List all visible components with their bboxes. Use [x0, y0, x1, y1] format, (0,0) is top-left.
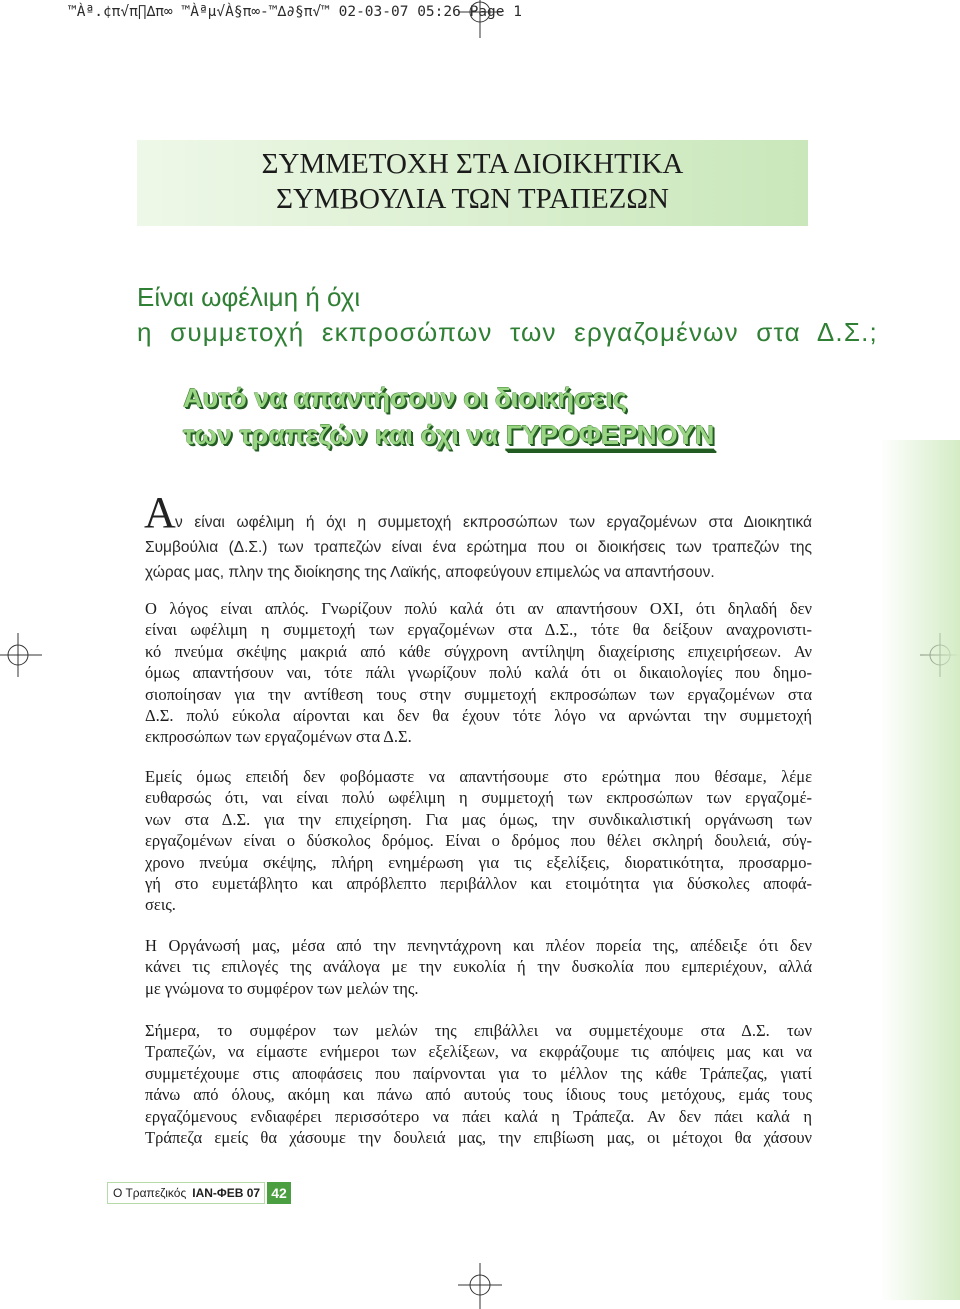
- page-number-badge: 42: [267, 1182, 291, 1204]
- initial-letter: Α: [144, 488, 176, 537]
- registration-mark-bottom: [456, 1261, 504, 1309]
- text-line: κάνει τις επιλογές της ανάλογα με την ευκολία ή την δυσκολία που εμπεριέχουν, αλλά: [145, 957, 812, 977]
- text-line: εκπροσώπων των εργαζομένων στα Δ.Σ.: [145, 727, 412, 747]
- title-banner: [137, 140, 808, 226]
- text-line: Ο λόγος είναι απλός. Γνωρίζουν πολύ καλά ότι αν απαντήσουν ΟΧΙ, ότι δηλαδή δεν: [145, 599, 812, 618]
- headline: [183, 380, 714, 454]
- headline-line-2-text: των τραπεζών και όχι να: [183, 420, 499, 450]
- text-line: Τράπεζα εμείς θα χάσουμε την δουλειά μας, την επιβίωση μας, οι μέτοχοι θα χάσουν: [145, 1128, 812, 1148]
- text-line: νων στα Δ.Σ. για την επιχείρηση. Για μας όμως, την συνδικαλιστική οργάνωση των: [145, 809, 812, 829]
- text-line: γή στο ευμετάβλητο και απρόβλεπτο περιβάλλον και ετοιμότητα για δύσκολες αποφά-: [145, 874, 812, 894]
- text-line: ευθαρσώς ότι, ναι είναι πολύ ωφέλιμη η συμμετοχή των εκπροσώπων των εργαζομέ-: [145, 788, 812, 808]
- text-line: εργαζόμενους ενδιαφέρει περισσότερο να πάει καλά η Τράπεζα. Αν δεν πάει καλά η: [145, 1106, 812, 1126]
- text-line: Δ.Σ. πολύ εύκολα αίρονται και δεν θα έχουν τότε λόγο να αρνώνται την συμμετοχή: [145, 706, 812, 726]
- title-line-2: ΣΥΜΒΟΥΛΙΑ ΤΩΝ ΤΡΑΠΕΖΩΝ: [276, 183, 669, 215]
- text-line: σεις.: [145, 895, 176, 915]
- headline-emphasis: ΓΥΡΟΦΕΡΝΟΥΝ: [505, 420, 715, 450]
- text-line: Συμβούλια (Δ.Σ.) των τραπεζών είναι ένα ερώτημα που οι διοικήσεις των τραπεζών της: [145, 539, 812, 556]
- text-line: ν είναι ωφέλιμη ή όχι η συμμετοχή εκπροσώπων των εργαζομένων στα Διοικητικά: [175, 514, 812, 531]
- text-line: όμως απαντήσουν ναι, τότε πάλι γνωρίζουν πολύ καλά ότι οι δικαιολογίες που δημο-: [145, 663, 812, 683]
- issue-date: ΙΑΝ-ΦΕΒ 07: [192, 1186, 261, 1200]
- side-tint: [880, 440, 960, 1300]
- text-line: σιοποίησαν για την αντίθεση τους στην συμμετοχή εκπροσώπων των εργαζομένων στα: [145, 684, 812, 704]
- text-line: με γνώμονα το συμφέρον των μελών της.: [145, 978, 419, 998]
- print-slug: ™Àª.¢π√π∏∆π∞ ™Àªµ√À§π∞-™∆∂§π√™ 02-03-07 05:26 Page 1: [68, 4, 522, 20]
- text-line: Τραπεζών, να είμαστε ενήμεροι των εξελίξεων, να εκφράζουμε τις απόψεις μας και να: [145, 1042, 812, 1062]
- question-line-1: Είναι ωφέλιμη ή όχι: [137, 282, 361, 312]
- title-line-1: ΣΥΜΜΕΤΟΧΗ ΣΤΑ ΔΙΟΙΚΗΤΙΚΑ: [261, 148, 684, 180]
- footer-folio: [107, 1182, 265, 1204]
- text-line: πάνω από όλους, ακόμη και πάνω από αυτούς τους ίδιους τους μετόχους, εμάς τους: [145, 1085, 812, 1105]
- text-line: χρονο πνεύμα σκέψης, πλήρη ενημέρωση για τις εξελίξεις, διορατικότητα, προσαρμο-: [145, 852, 812, 872]
- paragraph: [145, 598, 812, 748]
- text-line: εργαζομένων είναι ο δύσκολος δρόμος. Είναι ο δρόμος που θέλει σκληρή δουλειά, σύγ-: [145, 831, 812, 851]
- paragraph: [145, 1020, 812, 1148]
- registration-mark-top: [456, 0, 504, 40]
- registration-mark-left: [0, 631, 44, 679]
- text-line: Εμείς όμως επειδή δεν φοβόμαστε να απαντήσουμε στο ερώτημα που θέσαμε, λέμε: [145, 767, 812, 786]
- text-line: είναι ωφέλιμη η συμμετοχή των εργαζομένων στα Δ.Σ., τότε θα δείξουν αναχρονιστι-: [145, 620, 812, 640]
- paragraph-intro: [145, 510, 812, 585]
- text-line: Η Οργάνωσή μας, μέσα από την πενηντάχρονη και πλέον πορεία της, απέδειξε ότι δεν: [145, 936, 812, 955]
- paragraph: [145, 935, 812, 999]
- magazine-name: Ο Τραπεζικός: [113, 1186, 187, 1200]
- paragraph: [145, 766, 812, 916]
- text-line: Σήμερα, το συμφέρον των μελών της επιβάλλει να συμμετέχουμε στα Δ.Σ. των: [145, 1021, 812, 1040]
- question-line-2: η συμμετοχή εκπροσώπων των εργαζομένων στα Δ.Σ.;: [137, 317, 878, 347]
- text-line: χώρας μας, πλην της διοίκησης της Λαϊκής, αποφεύγουν επιμελώς να απαντήσουν.: [145, 564, 715, 581]
- text-line: κό πνεύμα σκέψης μακριά από κάθε σύγχρονη αντίληψη διαχείρισης επιχειρήσεων. Αν: [145, 641, 812, 661]
- headline-line-1: Αυτό να απαντήσουν οι διοικήσεις: [183, 383, 627, 413]
- text-line: συμμετέχουμε στις αποφάσεις που παίρνονται για το μέλλον της κάθε Τράπεζας, γιατί: [145, 1063, 812, 1083]
- question-heading: [137, 280, 878, 350]
- headline-line-2: [183, 417, 714, 454]
